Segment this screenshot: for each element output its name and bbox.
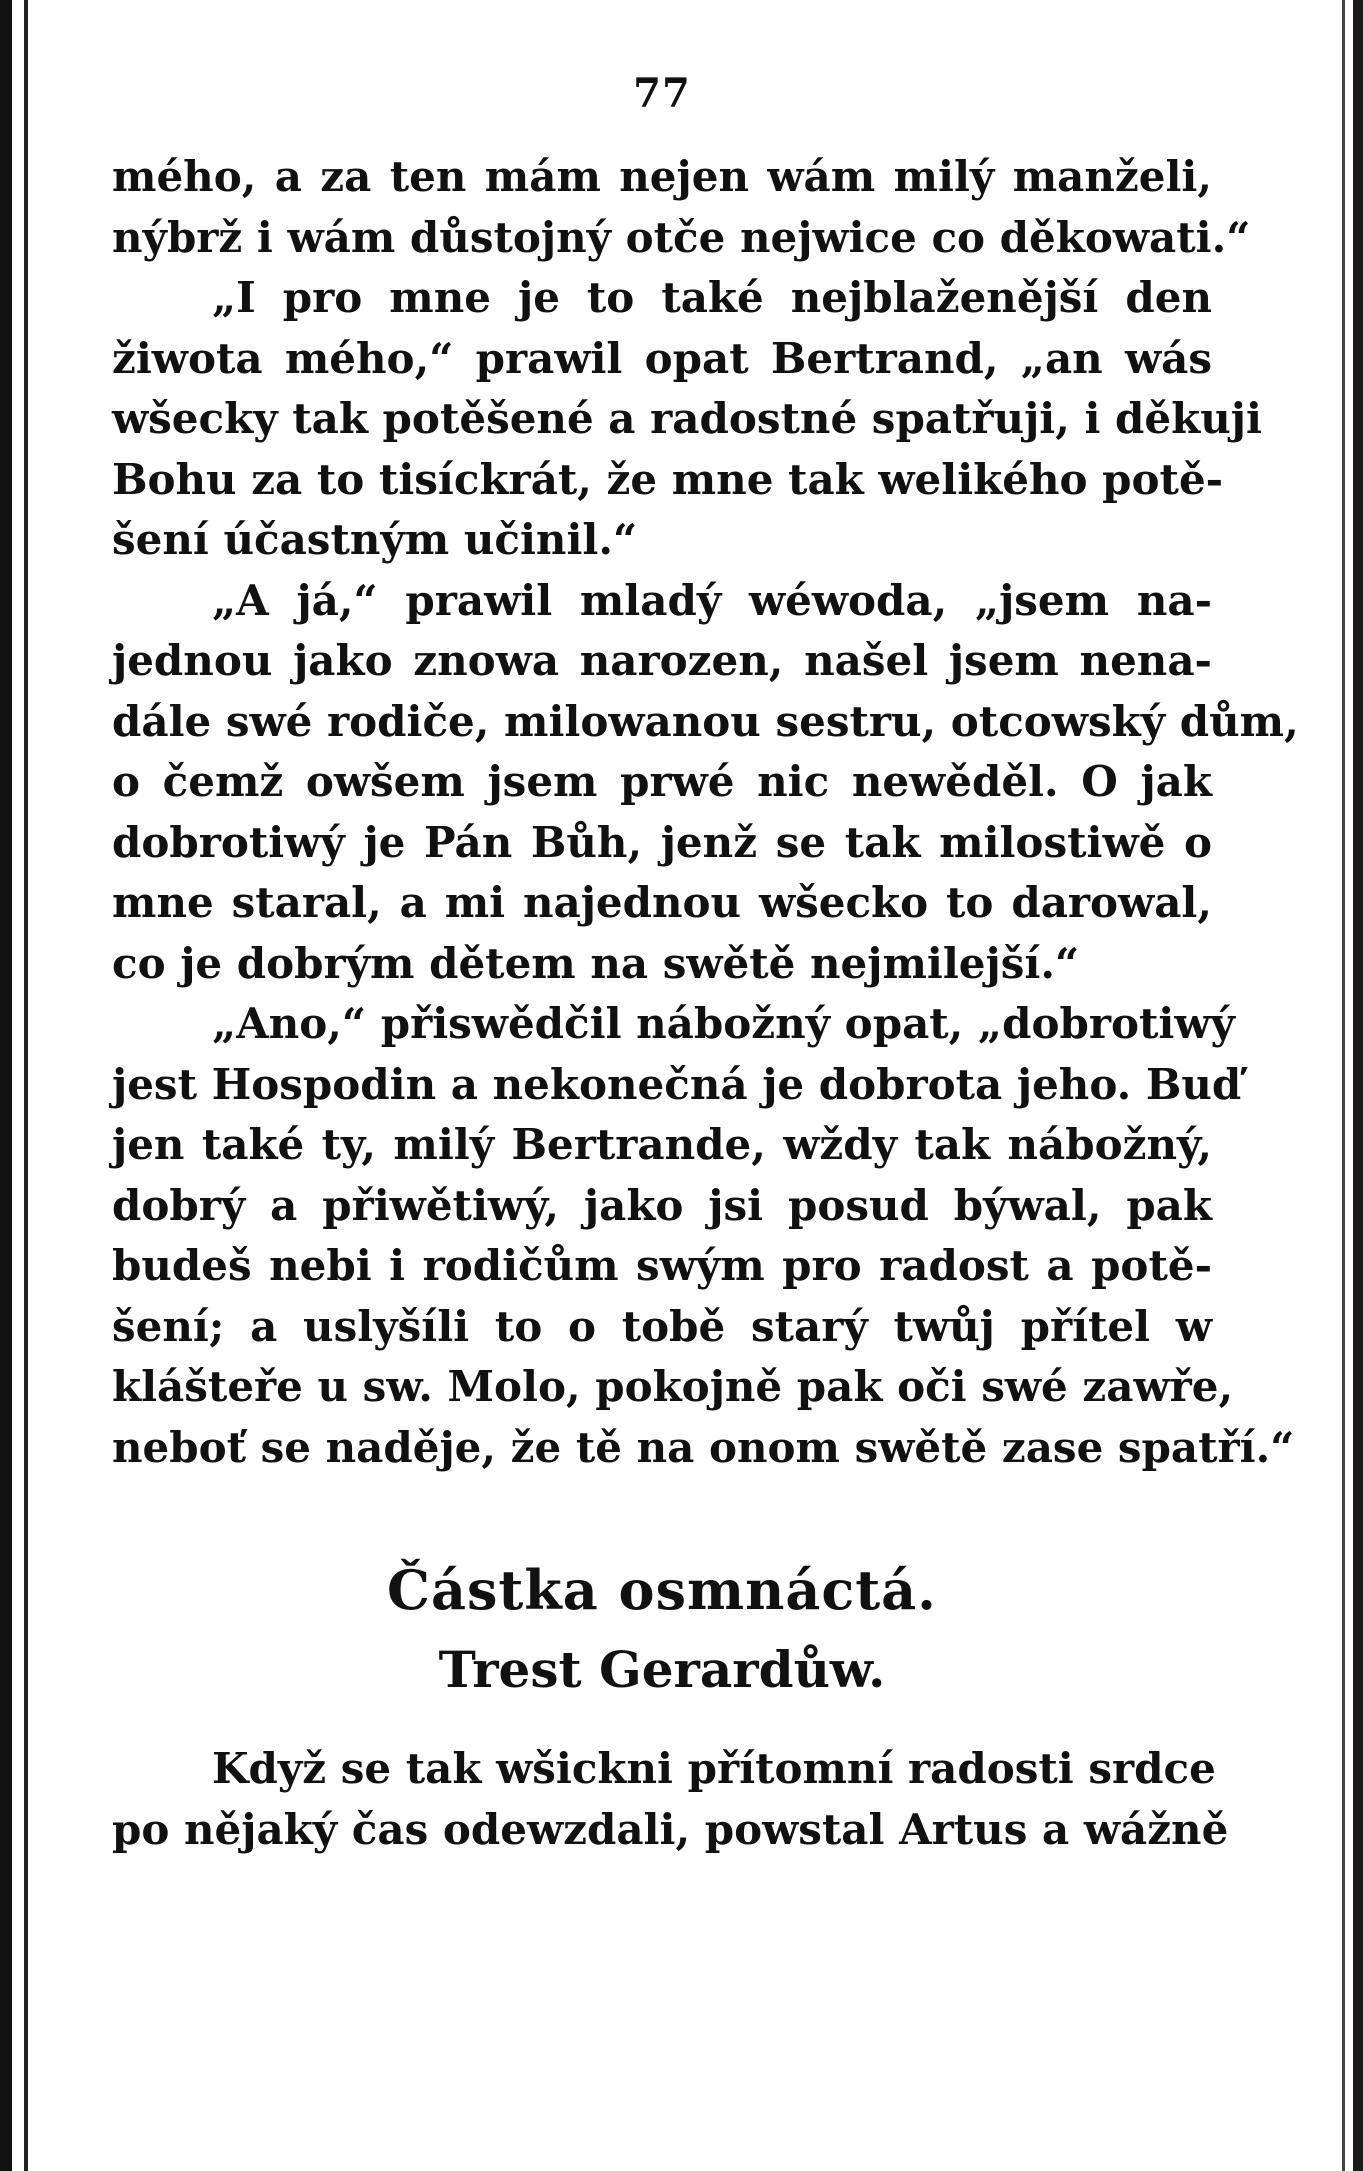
paragraph [112,994,1295,1478]
text-line: mne staral, a mi najednou wšecko to darowal, [112,878,1212,927]
text-line: o čemž owšem jsem prwé nic newěděl. O jak [112,757,1212,806]
binding-rule-right [1342,0,1345,2171]
text-line: neboť se naděje, že tě na onom swětě zase spatří.“ [112,1422,1295,1472]
page-number: 77 [633,70,691,117]
text-line: budeš nebi i rodičům swým pro radost a potě- [112,1241,1212,1290]
text-line: dobrotiwý je Pán Bůh, jenž se tak milostiwě o [112,817,1212,867]
text-line: co je dobrým dětem na swětě nejmilejší.“ [112,938,1080,988]
text-line: po nějaký čas odewzdali, powstal Artus a wážně [112,1804,1229,1854]
text-line: wšecky tak potěšené a radostné spatřuji, i děkuji [112,394,1262,443]
text-line: nýbrž i wám důstojný otče nejwice co děkowati.“ [112,212,1251,262]
text-line: dále swé rodiče, milowanou sestru, otcowský dům, [112,696,1299,746]
body-text [112,147,1299,1478]
text-line: šení účastným učinil.“ [112,515,638,564]
chapter-title: Částka osmnáctá. [387,1558,937,1622]
text-line: jen také ty, milý Bertrande, wždy tak nábožný, [112,1120,1212,1169]
text-line: žiwota mého,“ prawil opat Bertrand, „an wás [112,333,1212,383]
text-line: Když se tak wšickni přítomní radosti srdce [212,1744,1216,1793]
text-line: jest Hospodin a nekonečná je dobrota jeho. Buď [112,1059,1242,1109]
closing-paragraph [112,1739,1229,1860]
text-line: šení; a uslyšíli to o tobě starý twůj přítel w [112,1301,1212,1351]
text-line: Bohu za to tisíckrát, že mne tak welikého potě- [112,454,1224,504]
page-edge-left [0,0,12,2171]
binding-rule-left [24,0,28,2171]
text-line: „Ano,“ přiswědčil nábožný opat, „dobrotiwý [212,999,1235,1048]
text-line: „I pro mne je to také nejblaženější den [212,273,1212,322]
text-line: mého, a za ten mám nejen wám milý manželi, [112,152,1212,201]
text-line: „A já,“ prawil mladý wéwoda, „jsem na- [212,575,1212,625]
page-edge-right [1353,0,1363,2171]
text-line: jednou jako znowa narozen, našel jsem nena- [112,636,1212,685]
paragraph [112,147,1251,268]
paragraph [112,268,1262,571]
text-line: dobrý a přiwětiwý, jako jsi posud býwal, pak [112,1180,1212,1230]
text-line: klášteře u sw. Molo, pokojně pak oči swé zawře, [112,1362,1234,1411]
chapter-subtitle: Trest Gerardůw. [438,1640,886,1699]
book-page [112,70,1299,1860]
paragraph [112,571,1299,995]
